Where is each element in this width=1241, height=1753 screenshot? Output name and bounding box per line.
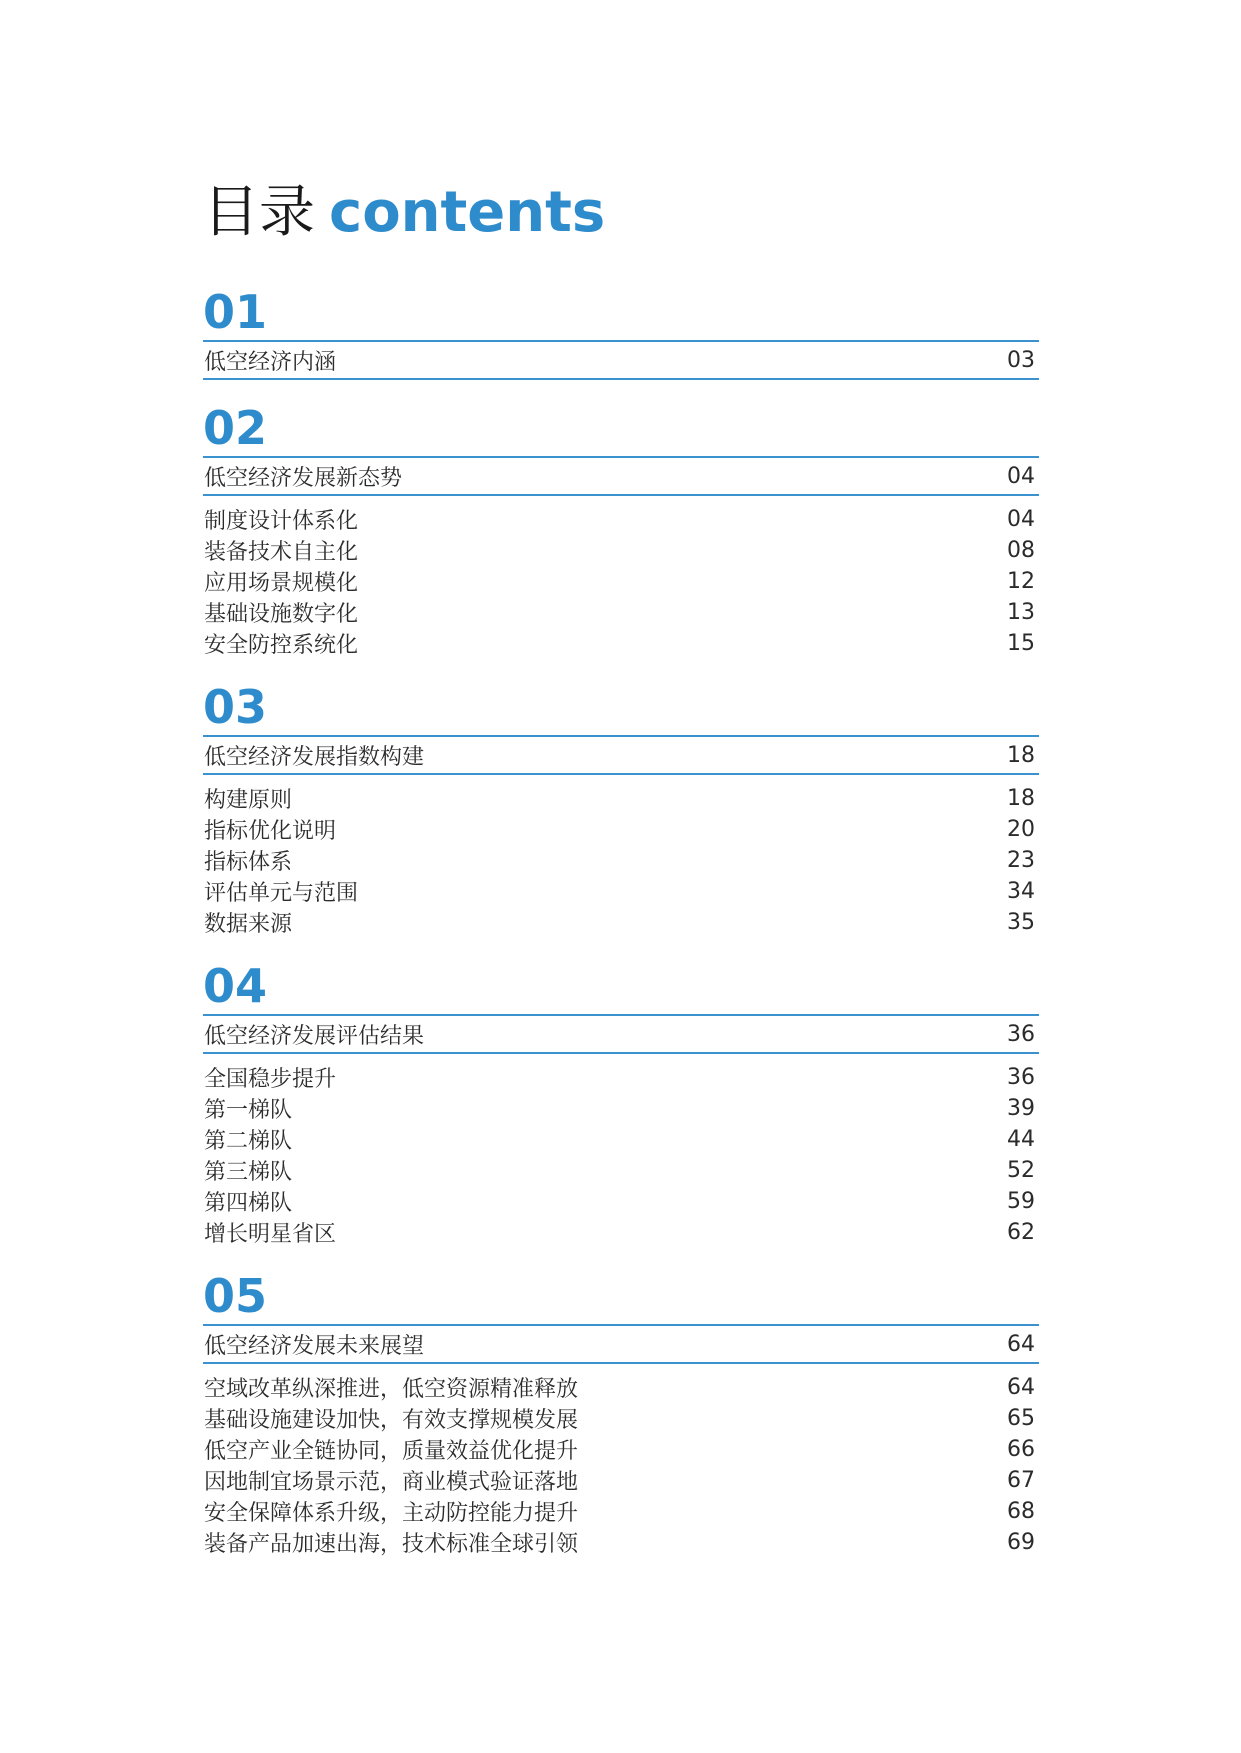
toc-item-label: 第一梯队 (204, 1098, 293, 1123)
section-number: 05 (203, 1269, 268, 1323)
toc-item[interactable] (203, 1496, 1039, 1527)
toc-item[interactable] (203, 1434, 1039, 1465)
toc-item-label: 制度设计体系化 (204, 509, 359, 534)
toc-item[interactable] (203, 1155, 1039, 1186)
toc-item-page-number: 65 (1007, 1406, 1035, 1431)
toc-item[interactable] (203, 1527, 1039, 1558)
section-heading: 低空经济发展新态势 (204, 465, 403, 491)
toc-item-label: 低空产业全链协同，质量效益优化提升 (204, 1439, 579, 1464)
toc-item-label: 装备技术自主化 (204, 540, 359, 565)
toc-item-page-number: 59 (1007, 1189, 1035, 1214)
section-number: 03 (203, 680, 268, 734)
toc-section-03 (203, 681, 1039, 938)
section-heading-row[interactable] (203, 735, 1039, 775)
toc-item[interactable] (203, 1403, 1039, 1434)
toc-item-page-number: 18 (1007, 786, 1035, 811)
toc-item[interactable] (203, 1217, 1039, 1248)
toc-item-label: 指标优化说明 (204, 819, 337, 844)
toc-item-label: 基础设施建设加快，有效支撑规模发展 (204, 1408, 579, 1433)
toc-item[interactable] (203, 597, 1039, 628)
title-cn: 目录 (203, 180, 315, 245)
toc-sections (203, 286, 1039, 1558)
toc-item-label: 基础设施数字化 (204, 602, 359, 627)
toc-item-page-number: 67 (1007, 1468, 1035, 1493)
section-heading: 低空经济发展未来展望 (204, 1333, 425, 1359)
title-en: contents (329, 180, 606, 245)
toc-item-page-number: 52 (1007, 1158, 1035, 1183)
toc-section-02 (203, 402, 1039, 659)
toc-item-page-number: 23 (1007, 848, 1035, 873)
toc-item-page-number: 44 (1007, 1127, 1035, 1152)
toc-item-label: 全国稳步提升 (204, 1067, 337, 1092)
toc-item[interactable] (203, 1124, 1039, 1155)
toc-item-list (203, 1062, 1039, 1248)
toc-item-label: 第四梯队 (204, 1191, 293, 1216)
toc-item-label: 装备产品加速出海，技术标准全球引领 (204, 1532, 579, 1557)
toc-item-page-number: 36 (1007, 1065, 1035, 1090)
section-number: 01 (203, 285, 268, 339)
section-number: 04 (203, 959, 268, 1013)
toc-item-page-number: 12 (1007, 569, 1035, 594)
toc-item[interactable] (203, 1093, 1039, 1124)
toc-item[interactable] (203, 845, 1039, 876)
toc-item[interactable] (203, 628, 1039, 659)
toc-item-label: 安全防控系统化 (204, 633, 359, 658)
toc-item-list (203, 504, 1039, 659)
section-page-number: 36 (1007, 1021, 1035, 1047)
toc-item[interactable] (203, 1465, 1039, 1496)
toc-item-page-number: 64 (1007, 1375, 1035, 1400)
section-heading: 低空经济内涵 (204, 349, 337, 375)
section-page-number: 04 (1007, 463, 1035, 489)
toc-section-05 (203, 1270, 1039, 1558)
toc-item-page-number: 08 (1007, 538, 1035, 563)
toc-item-list (203, 783, 1039, 938)
toc-item-label: 构建原则 (204, 788, 293, 813)
toc-item-label: 指标体系 (204, 850, 293, 875)
section-page-number: 03 (1007, 347, 1035, 373)
section-heading: 低空经济发展指数构建 (204, 744, 425, 770)
toc-item-page-number: 39 (1007, 1096, 1035, 1121)
section-heading: 低空经济发展评估结果 (204, 1023, 425, 1049)
toc-item-label: 数据来源 (204, 912, 293, 937)
toc-item-label: 增长明星省区 (204, 1222, 337, 1247)
toc-content (203, 178, 1039, 1580)
section-heading-row[interactable] (203, 1014, 1039, 1054)
toc-item-label: 空域改革纵深推进，低空资源精准释放 (204, 1377, 579, 1402)
page-title (203, 178, 1039, 248)
toc-item-page-number: 69 (1007, 1530, 1035, 1555)
toc-item-page-number: 13 (1007, 600, 1035, 625)
toc-item-page-number: 20 (1007, 817, 1035, 842)
toc-item[interactable] (203, 876, 1039, 907)
toc-item-label: 第三梯队 (204, 1160, 293, 1185)
section-page-number: 64 (1007, 1331, 1035, 1357)
toc-item-label: 应用场景规模化 (204, 571, 359, 596)
toc-item-page-number: 62 (1007, 1220, 1035, 1245)
toc-item[interactable] (203, 814, 1039, 845)
section-heading-row[interactable] (203, 1324, 1039, 1364)
toc-item-page-number: 34 (1007, 879, 1035, 904)
toc-item-page-number: 66 (1007, 1437, 1035, 1462)
toc-item[interactable] (203, 907, 1039, 938)
toc-item[interactable] (203, 535, 1039, 566)
toc-item-label: 第二梯队 (204, 1129, 293, 1154)
toc-item-label: 因地制宜场景示范，商业模式验证落地 (204, 1470, 579, 1495)
toc-item-label: 评估单元与范围 (204, 881, 359, 906)
toc-item-page-number: 04 (1007, 507, 1035, 532)
section-heading-row[interactable] (203, 340, 1039, 380)
toc-item[interactable] (203, 1062, 1039, 1093)
toc-item-page-number: 68 (1007, 1499, 1035, 1524)
toc-item[interactable] (203, 783, 1039, 814)
toc-item[interactable] (203, 1372, 1039, 1403)
toc-item-page-number: 35 (1007, 910, 1035, 935)
toc-section-04 (203, 960, 1039, 1248)
toc-item-label: 安全保障体系升级，主动防控能力提升 (204, 1501, 579, 1526)
toc-item[interactable] (203, 504, 1039, 535)
section-number: 02 (203, 401, 268, 455)
toc-item[interactable] (203, 1186, 1039, 1217)
toc-item-page-number: 15 (1007, 631, 1035, 656)
toc-item-list (203, 1372, 1039, 1558)
section-page-number: 18 (1007, 742, 1035, 768)
section-heading-row[interactable] (203, 456, 1039, 496)
toc-item[interactable] (203, 566, 1039, 597)
toc-section-01 (203, 286, 1039, 380)
